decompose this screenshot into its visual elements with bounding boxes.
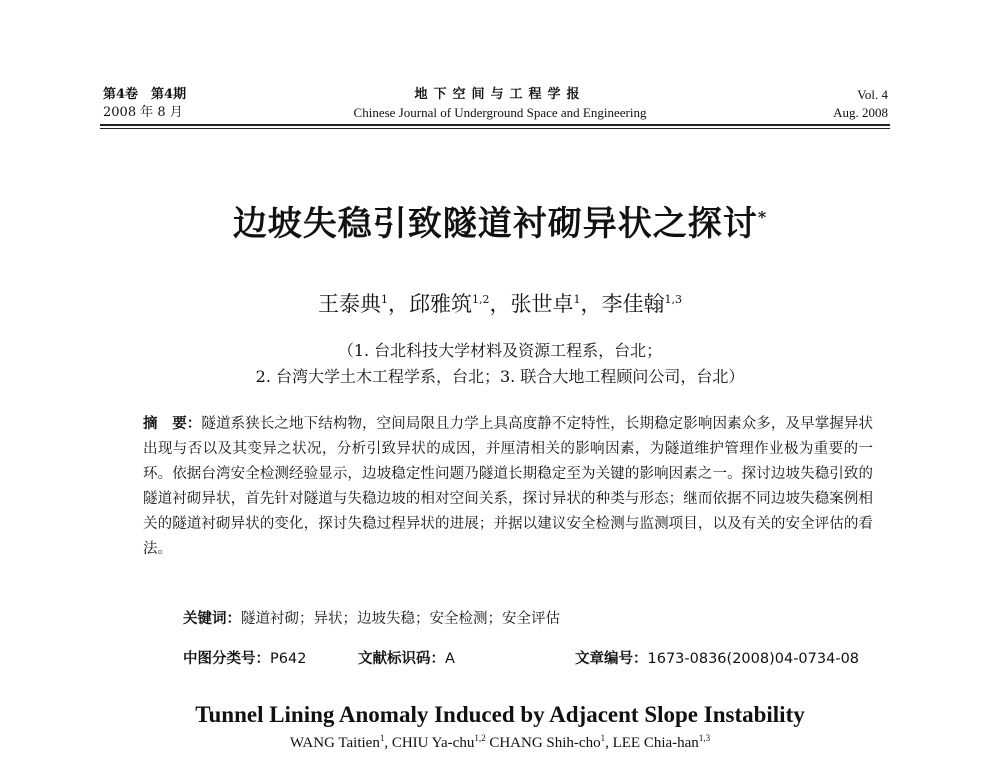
author-name: 李佳翰: [601, 292, 665, 316]
author-name: 王泰典: [318, 292, 381, 316]
article-number-label: 文章编号：: [575, 651, 648, 667]
clc-label: 中图分类号：: [183, 651, 270, 667]
journal-name-cn: 地下空间与工程学报: [414, 87, 586, 102]
keywords-text: 隧道衬砌；异状；边坡失稳；安全检测；安全评估: [241, 611, 560, 627]
author-name-en: CHANG Shih-cho: [489, 735, 601, 751]
document-code: [358, 647, 455, 668]
affiliation-line-2: 2. 台湾大学土木工程学系，台北；3. 联合大地工程顾问公司，台北）: [255, 367, 745, 386]
author-affil-mark-en: 1,2: [474, 733, 486, 743]
document-code-label: 文献标识码：: [358, 651, 445, 667]
english-title: Tunnel Lining Anomaly Induced by Adjacent Slope Instability: [195, 702, 805, 727]
author-name-en: LEE Chia-han: [612, 735, 699, 751]
header-rule-thick: [100, 124, 890, 126]
date-cn: 2008 年 8 月: [103, 105, 183, 120]
author-affil-mark-en: 1,3: [698, 733, 711, 743]
keywords: [183, 608, 560, 630]
header-right: [833, 86, 888, 122]
author-list-cn: 王泰典$^1$，邱雅筑$^{1,2}$，张世卓$^1$，李佳翰$^{1,3}$: [318, 292, 682, 316]
author-affil-mark: 1: [381, 293, 388, 306]
author-name-en: CHIU Ya-chu: [391, 735, 475, 751]
author-name: 邱雅筑: [409, 292, 472, 316]
article-number: [575, 647, 859, 668]
author-name-en: WANG Taitien: [289, 735, 380, 751]
header-rule-thin: [100, 128, 890, 129]
header-journal: [250, 86, 750, 122]
title-footnote-mark: *: [757, 207, 768, 227]
keywords-label: 关键词：: [183, 611, 241, 627]
abstract: [143, 412, 873, 562]
volume-issue-cn: 第4卷 第4期: [103, 87, 187, 102]
article-number-value: 1673-0836(2008)04-0734-08: [647, 651, 860, 667]
clc-number: [183, 647, 306, 668]
header-left: [103, 86, 186, 122]
volume-en: Vol. 4: [857, 87, 888, 102]
author-affil-mark: 1,3: [664, 293, 682, 306]
journal-name-en: Chinese Journal of Underground Space and Engineering: [353, 105, 647, 120]
clc-value: P642: [270, 651, 307, 667]
date-en: Aug. 2008: [833, 105, 888, 120]
document-code-value: A: [445, 651, 455, 667]
author-affil-mark: 1,2: [472, 293, 490, 306]
paper-title: [0, 196, 1000, 245]
author-name: 张世卓: [510, 292, 574, 316]
author-affil-mark-en: 1: [379, 733, 385, 743]
affiliation-line-1: （1. 台北科技大学材料及资源工程系，台北；: [337, 341, 663, 360]
author-affil-mark: 1: [573, 293, 581, 306]
abstract-label: 摘 要：: [143, 416, 202, 432]
paper-title-text: 边坡失稳引致隧道衬砌异状之探讨: [232, 204, 758, 244]
author-list-en: WANG Taitien$^1$, CHIU Ya-chu$^{1,2}$ CHANG Shih-cho$^1$, LEE Chia-han$^{1,3}$: [289, 733, 711, 751]
abstract-text: 隧道系狭长之地下结构物，空间局限且力学上具高度静不定特性，长期稳定影响因素众多，及早掌握异状出现与否以及其变异之状况，分析引致异状的成因，并厘清相关的影响因素，为隧道维护管理作业极为重要的一环。依据台湾安全检测经验显示，边坡稳定性问题乃隧道长期稳定至为关键的影响因素之一。探讨边坡失稳引致的隧道衬砌异状，首先针对隧道与失稳边坡的相对空间关系，探讨异状的种类与形态；继而依据不同边坡失稳案例相关的隧道衬砌异状的变化，探讨失稳过程异状的进展；并据以建议安全检测与监测项目，以及有关的安全评估的看法。: [143, 416, 874, 557]
author-affil-mark-en: 1: [600, 733, 606, 743]
